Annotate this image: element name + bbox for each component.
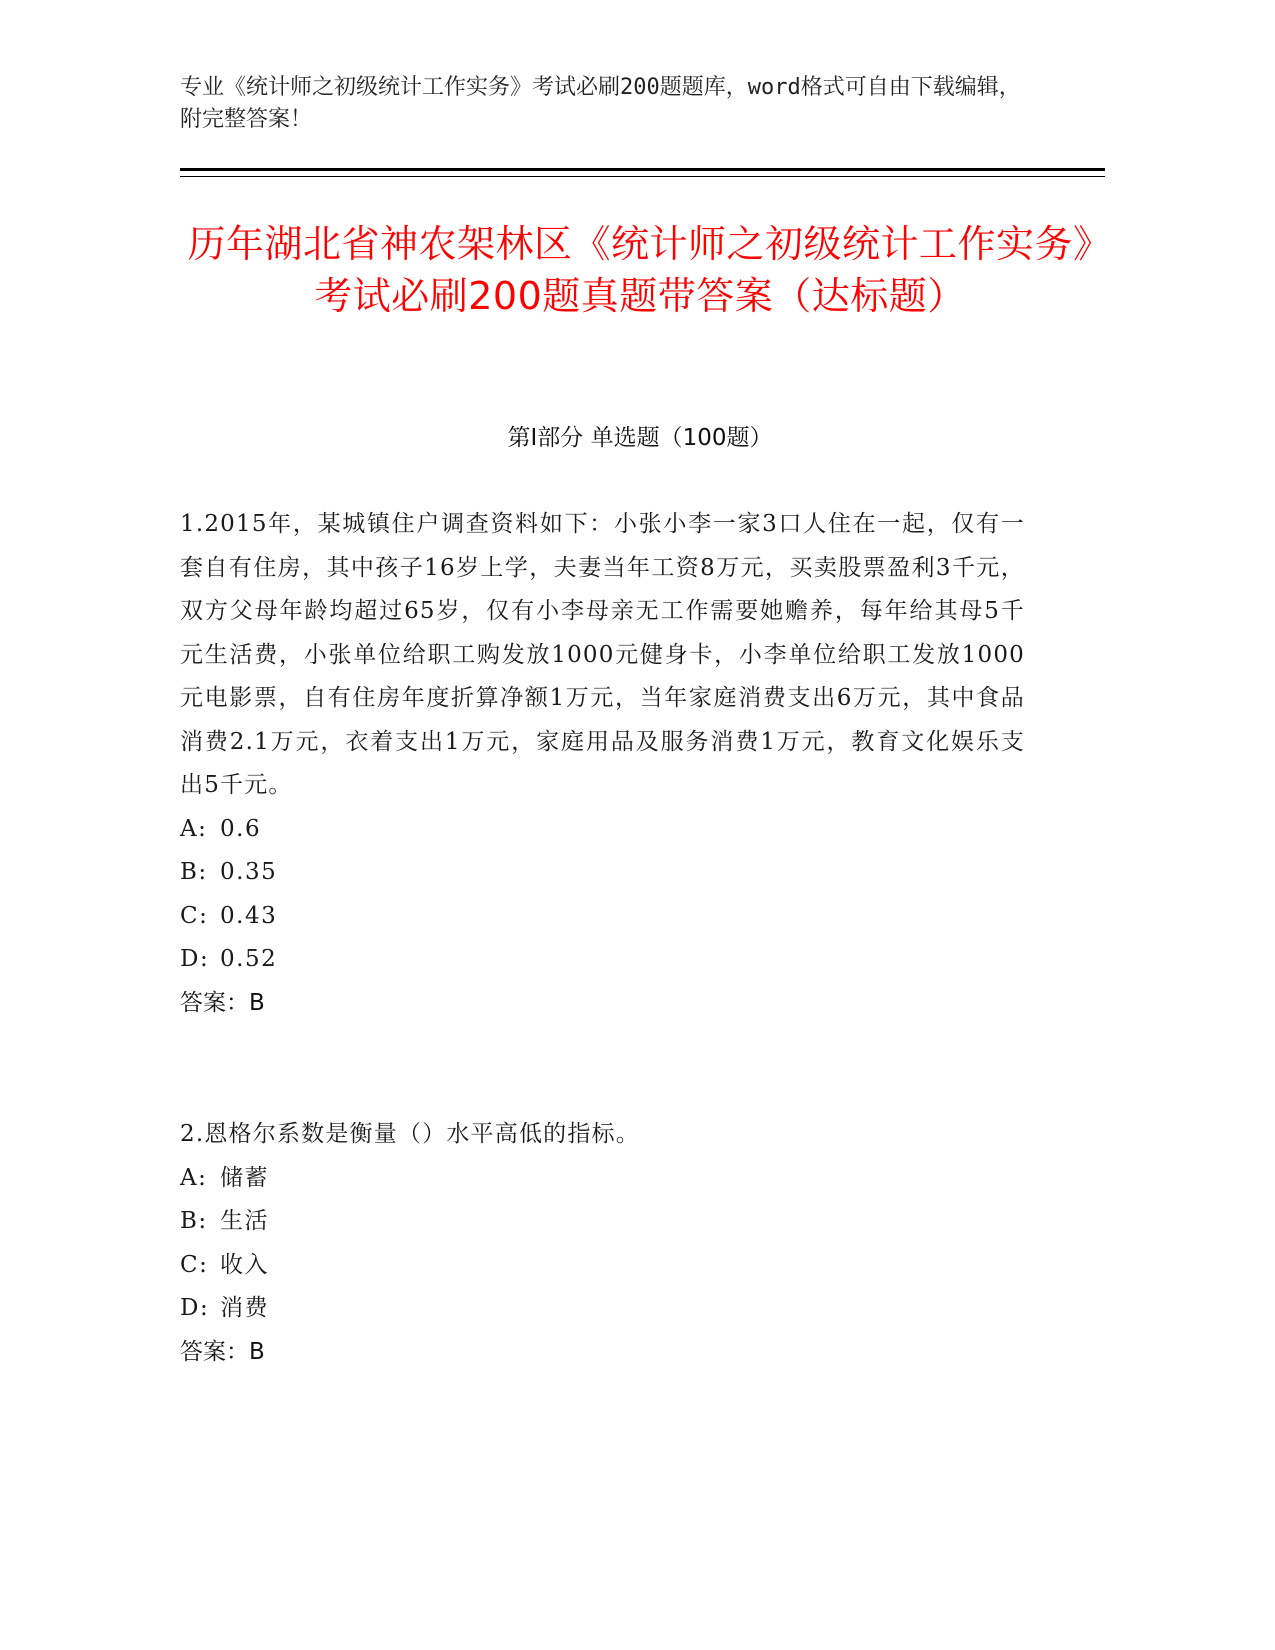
option-key: C: [180,902,209,929]
option-key: A: [180,1164,208,1191]
question-2 [180,1113,1025,1374]
document-title: 历年湖北省神农架林区《统计师之初级统计工作实务》考试必刷200题真题带答案（达标题） [187,222,1093,318]
option-text: 消费 [220,1295,269,1321]
option-text: 0.52 [220,946,278,972]
option-text: 0.43 [220,902,278,929]
question-stem: 2.恩格尔系数是衡量（）水平高低的指标。 [180,1121,640,1147]
header-note: 专业《统计师之初级统计工作实务》考试必刷200题题库，word格式可自由下载编辑，附完整答案！ [180,75,1021,132]
option-key: B: [180,1208,208,1234]
option-c [180,1244,1025,1288]
section-title: 第Ⅰ部分 单选题（100题） [507,425,773,451]
question-1 [180,503,1025,1025]
option-c [180,895,1025,939]
option-b [180,1200,1025,1244]
option-text: 0.35 [220,859,278,885]
option-a [180,808,1025,852]
option-text: 收入 [220,1251,269,1278]
option-key: C: [180,1251,209,1278]
question-stem: 1.2015年，某城镇住户调查资料如下：小张小李一家3口人住在一起，仅有一套自有住房，其中孩子16岁上学，夫妻当年工资8万元，买卖股票盈利3千元，双方父母年龄均超过65岁，仅有小李母亲无工作需要她赡养，每年给其母5千元生活费，小张单位给职工购发放1000元健身卡，小李单位给职工发放1000元电影票，自有住房年度折算净额1万元，当年家庭消费支出6万元，其中食品消费2.1万元，衣着支出1万元，家庭用品及服务消费1万元，教育文化娱乐支出5千元。 [180,511,1025,798]
option-b [180,851,1025,895]
header-divider-thin [180,176,1105,177]
answer: 答案：B [180,989,265,1016]
option-key: B: [180,859,208,885]
option-d [180,938,1025,982]
option-key: A: [180,815,208,842]
option-key: D: [180,1295,210,1321]
header-divider-thick [180,168,1105,171]
option-text: 生活 [220,1208,269,1234]
option-text: 储蓄 [220,1164,269,1191]
option-d [180,1287,1025,1331]
option-key: D: [180,946,210,972]
option-text: 0.6 [220,815,262,842]
answer: 答案：B [180,1338,265,1365]
option-a [180,1157,1025,1201]
